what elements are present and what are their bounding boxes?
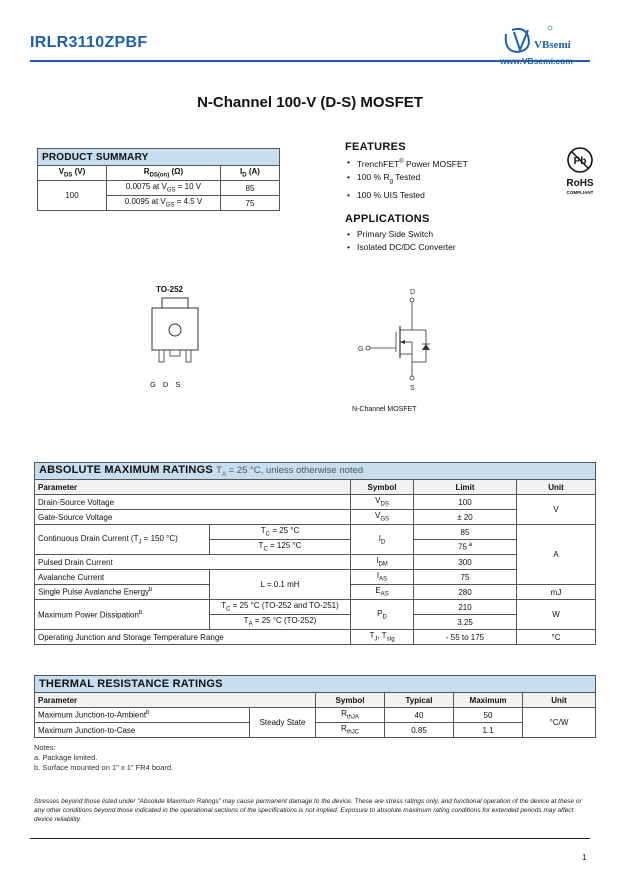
- amr-symbol: $V_{DS}$: [351, 495, 414, 510]
- pb-label: Pb: [573, 156, 587, 167]
- thr-symbol: $R_{thJA}$: [316, 708, 385, 723]
- feature-item: • 100 % UIS Tested: [345, 189, 468, 202]
- thr-header-maximum: Maximum: [454, 693, 523, 708]
- amr-condition: $T_C = 125$ °C: [210, 540, 351, 555]
- thr-typical: 40: [385, 708, 454, 723]
- thr-maximum: 1.1: [454, 723, 523, 738]
- amr-limit: 210: [414, 600, 517, 615]
- product-summary-title: PRODUCT SUMMARY: [38, 149, 280, 166]
- stress-note: Stresses beyond those listed under “Absolute Maximum Ratings” may cause permanent damage to the device. These are stress ratings only, and functional operation of the device at these or any other conditions beyond those indicated in the operational sections of the specifications is not implied. Exposure to absolute maximum rating conditions for extended periods may affect device reliability.: [34, 798, 582, 823]
- page-title: N-Channel 100-V (D-S) MOSFET: [197, 94, 423, 111]
- amr-header-symbol: Symbol: [351, 480, 414, 495]
- note-a: a. Package limited.: [34, 753, 98, 762]
- amr-symbol: $T_J$, $T_{stg}$: [351, 630, 414, 645]
- thr-header-typical: Typical: [385, 693, 454, 708]
- amr-limit: 280: [414, 585, 517, 600]
- symbol-drain: D: [410, 289, 416, 296]
- amr-param: Gate-Source Voltage: [35, 510, 351, 525]
- brand-url[interactable]: www.VBsemi.com: [500, 56, 573, 66]
- amr-limit: 100: [414, 495, 517, 510]
- amr-unit: mJ: [517, 585, 596, 600]
- amr-symbol: $P_D$: [351, 600, 414, 630]
- ps-header-vds: $V_{DS}$ (V): [38, 166, 107, 181]
- amr-param: Single Pulse Avalanche Energy$^b$: [35, 585, 210, 600]
- amr-symbol: $E_{AS}$: [351, 585, 414, 600]
- ps-rds-value: 0.0075 at $V_{GS} = 10$ V: [107, 181, 221, 196]
- mosfet-symbol-icon: [358, 286, 458, 396]
- ps-id-value: 75: [221, 196, 280, 211]
- rohs-label: RoHS: [566, 178, 594, 189]
- amr-symbol: $I_{DM}$: [351, 555, 414, 570]
- amr-condition: $T_C = 25$ °C (TO-252 and TO-251): [210, 600, 351, 615]
- thr-param: Maximum Junction-to-Case: [35, 723, 250, 738]
- feature-item: • TrenchFET® Power MOSFET: [345, 156, 468, 171]
- applications-title: APPLICATIONS: [345, 213, 430, 225]
- package-pins: G D S: [150, 380, 181, 389]
- amr-condition: $T_A = 25$ °C (TO-252): [210, 615, 351, 630]
- amr-condition: L = 0.1 mH: [210, 570, 351, 600]
- amr-limit: - 55 to 175: [414, 630, 517, 645]
- amr-limit: 75: [414, 570, 517, 585]
- amr-symbol: $I_D$: [351, 525, 414, 555]
- thermal-title: THERMAL RESISTANCE RATINGS: [35, 676, 596, 693]
- package-name: TO-252: [156, 285, 183, 294]
- application-item: • Primary Side Switch: [345, 228, 456, 241]
- amr-param: Avalanche Current: [35, 570, 210, 585]
- amr-limit: 75 $^a$: [414, 540, 517, 555]
- ps-header-rds: $R_{DS(on)}$ (Ω): [107, 166, 221, 181]
- thr-typical: 0.85: [385, 723, 454, 738]
- application-item: • Isolated DC/DC Converter: [345, 241, 456, 254]
- amr-symbol: $I_{AS}$: [351, 570, 414, 585]
- symbol-source: S: [410, 385, 415, 392]
- amr-limit: ± 20: [414, 510, 517, 525]
- thermal-resistance-table: [34, 675, 596, 738]
- symbol-caption: N-Channel MOSFET: [352, 406, 417, 413]
- thr-header-parameter: Parameter: [35, 693, 316, 708]
- amr-title: ABSOLUTE MAXIMUM RATINGS $T_A = 25$ °C, unless otherwise noted: [35, 463, 596, 480]
- thr-header-symbol: Symbol: [316, 693, 385, 708]
- amr-unit: W: [517, 600, 596, 630]
- amr-unit: V: [517, 495, 596, 525]
- thr-param: Maximum Junction-to-Ambient$^b$: [35, 708, 250, 723]
- footer-rule: [30, 838, 590, 839]
- amr-unit: °C: [517, 630, 596, 645]
- amr-param: Maximum Power Dissipation$^b$: [35, 600, 210, 630]
- features-list: [345, 156, 468, 202]
- amr-header-unit: Unit: [517, 480, 596, 495]
- amr-limit: 300: [414, 555, 517, 570]
- ps-id-value: 85: [221, 181, 280, 196]
- ps-vds-value: 100: [38, 181, 107, 211]
- amr-param: Continuous Drain Current ($T_J = 150$ °C): [35, 525, 210, 555]
- thr-condition: Steady State: [250, 708, 316, 738]
- amr-symbol: $V_{GS}$: [351, 510, 414, 525]
- thr-maximum: 50: [454, 708, 523, 723]
- thr-symbol: $R_{thJC}$: [316, 723, 385, 738]
- amr-header-parameter: Parameter: [35, 480, 351, 495]
- amr-limit: 3.25: [414, 615, 517, 630]
- rohs-compliant: COMPLIANT: [566, 190, 594, 195]
- ps-rds-value: 0.0095 at $V_{GS} = 4.5$ V: [107, 196, 221, 211]
- amr-header-limit: Limit: [414, 480, 517, 495]
- applications-list: [345, 228, 456, 254]
- ps-header-id: $I_D$ (A): [221, 166, 280, 181]
- pb-free-icon: [566, 146, 594, 174]
- to252-package-icon: [140, 296, 210, 376]
- symbol-gate: G: [358, 346, 364, 353]
- part-number: IRLR3110ZPBF: [30, 34, 148, 51]
- page-number: 1: [582, 853, 587, 862]
- notes: [34, 743, 173, 773]
- feature-item: • 100 % $R_g$ Tested: [345, 171, 468, 189]
- absolute-max-ratings-table: [34, 462, 596, 645]
- note-b: b. Surface mounted on 1" x 1" FR4 board.: [34, 763, 174, 772]
- amr-param: Pulsed Drain Current: [35, 555, 351, 570]
- thr-header-unit: Unit: [523, 693, 596, 708]
- brand-name: VBsemi: [534, 39, 571, 51]
- amr-limit: 85: [414, 525, 517, 540]
- features-title: FEATURES: [345, 141, 406, 153]
- amr-unit: A: [517, 525, 596, 585]
- amr-condition: $T_C = 25$ °C: [210, 525, 351, 540]
- thr-unit: °C/W: [523, 708, 596, 738]
- amr-param: Drain-Source Voltage: [35, 495, 351, 510]
- notes-title: Notes:: [34, 743, 56, 752]
- amr-param: Operating Junction and Storage Temperature Range: [35, 630, 351, 645]
- product-summary-table: [37, 148, 280, 211]
